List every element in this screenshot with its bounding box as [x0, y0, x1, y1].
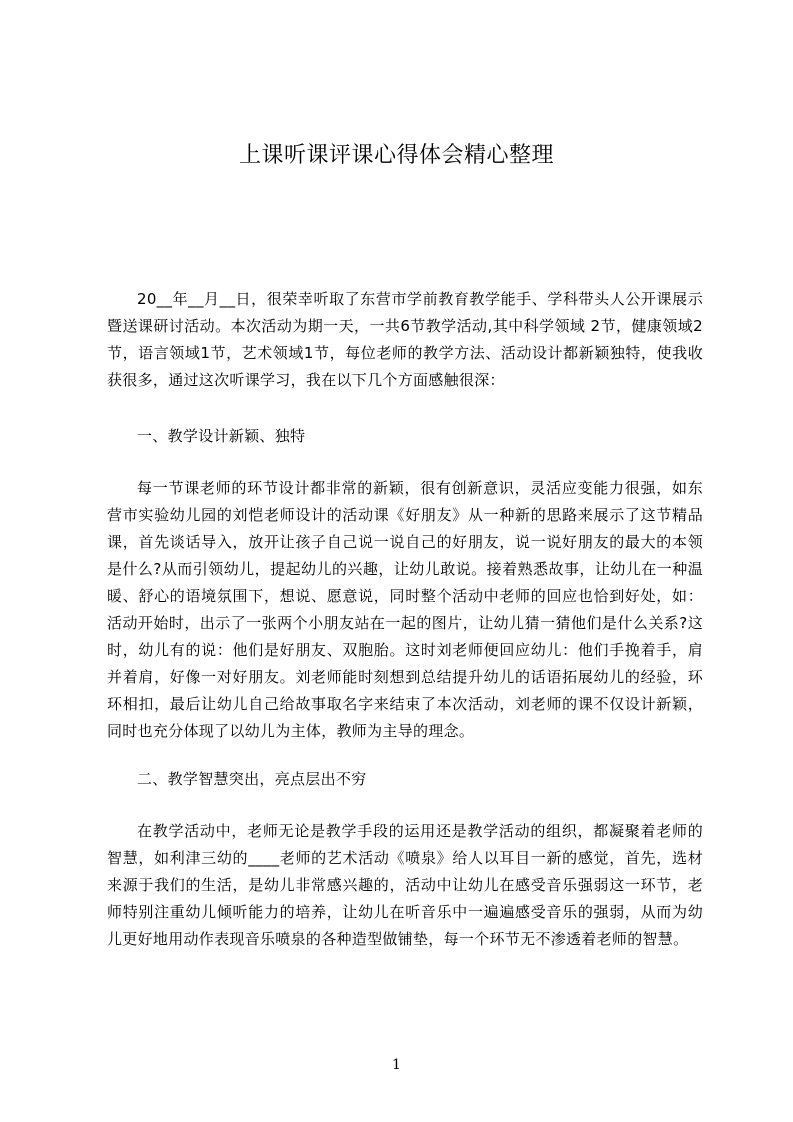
document-title: 上课听课评课心得体会精心整理: [238, 143, 554, 168]
page-number: 1: [392, 1057, 401, 1073]
section-heading-1: 一、教学设计新颖、独特: [137, 427, 306, 445]
intro-paragraph: 20__年__月__日，很荣幸听取了东营市学前教育教学能手、学科带头人公开课展示暨送课研讨活动。本次活动为期一天，一共6节教学活动,其中科学领域 2节，健康领域2节，语言领域1节，艺术领域1节，每位老师的教学方法、活动设计都新颖独特，使我收获很多，通过这次听课学习，我在以下几个方面感触很深：: [107, 290, 703, 389]
section-body-1: 每一节课老师的环节设计都非常的新颖，很有创新意识，灵活应变能力很强，如东营市实验幼儿园的刘恺老师设计的活动课《好朋友》从一种新的思路来展示了这节精品课，首先谈话导入，放开让孩子自己说一说自己的好朋友，说一说好朋友的最大的本领是什么?从而引领幼儿，提起幼儿的兴趣，让幼儿敢说。接着熟悉故事，让幼儿在一种温暖、舒心的语境氛围下，想说、愿意说，同时整个活动中老师的回应也恰到好处，如：活动开始时，出示了一张两个小朋友站在一起的图片，让幼儿猜一猜他们是什么关系?这时，幼儿有的说：他们是好朋友、双胞胎。这时刘老师便回应幼儿：他们手挽着手，肩并着肩，好像一对好朋友。刘老师能时刻想到总结提升幼儿的话语拓展幼儿的经验，环环相扣，最后让幼儿自己给故事取名字来结束了本次活动，刘老师的课不仅设计新颖，同时也充分体现了以幼儿为主体，教师为主导的理念。: [107, 479, 703, 740]
section-body-2: 在教学活动中，老师无论是教学手段的运用还是教学活动的组织，都凝聚着老师的智慧，如利津三幼的____老师的艺术活动《喷泉》给人以耳目一新的感觉，首先，选材来源于我们的生活，是幼儿非常感兴趣的，活动中让幼儿在感受音乐强弱这一环节，老师特别注重幼儿倾听能力的培养，让幼儿在听音乐中一遍遍感受音乐的强弱，从而为幼儿更好地用动作表现音乐喷泉的各种造型做铺垫，每一个环节无不渗透着老师的智慧。: [107, 822, 703, 948]
section-heading-2: 二、教学智慧突出，亮点层出不穷: [137, 770, 367, 788]
